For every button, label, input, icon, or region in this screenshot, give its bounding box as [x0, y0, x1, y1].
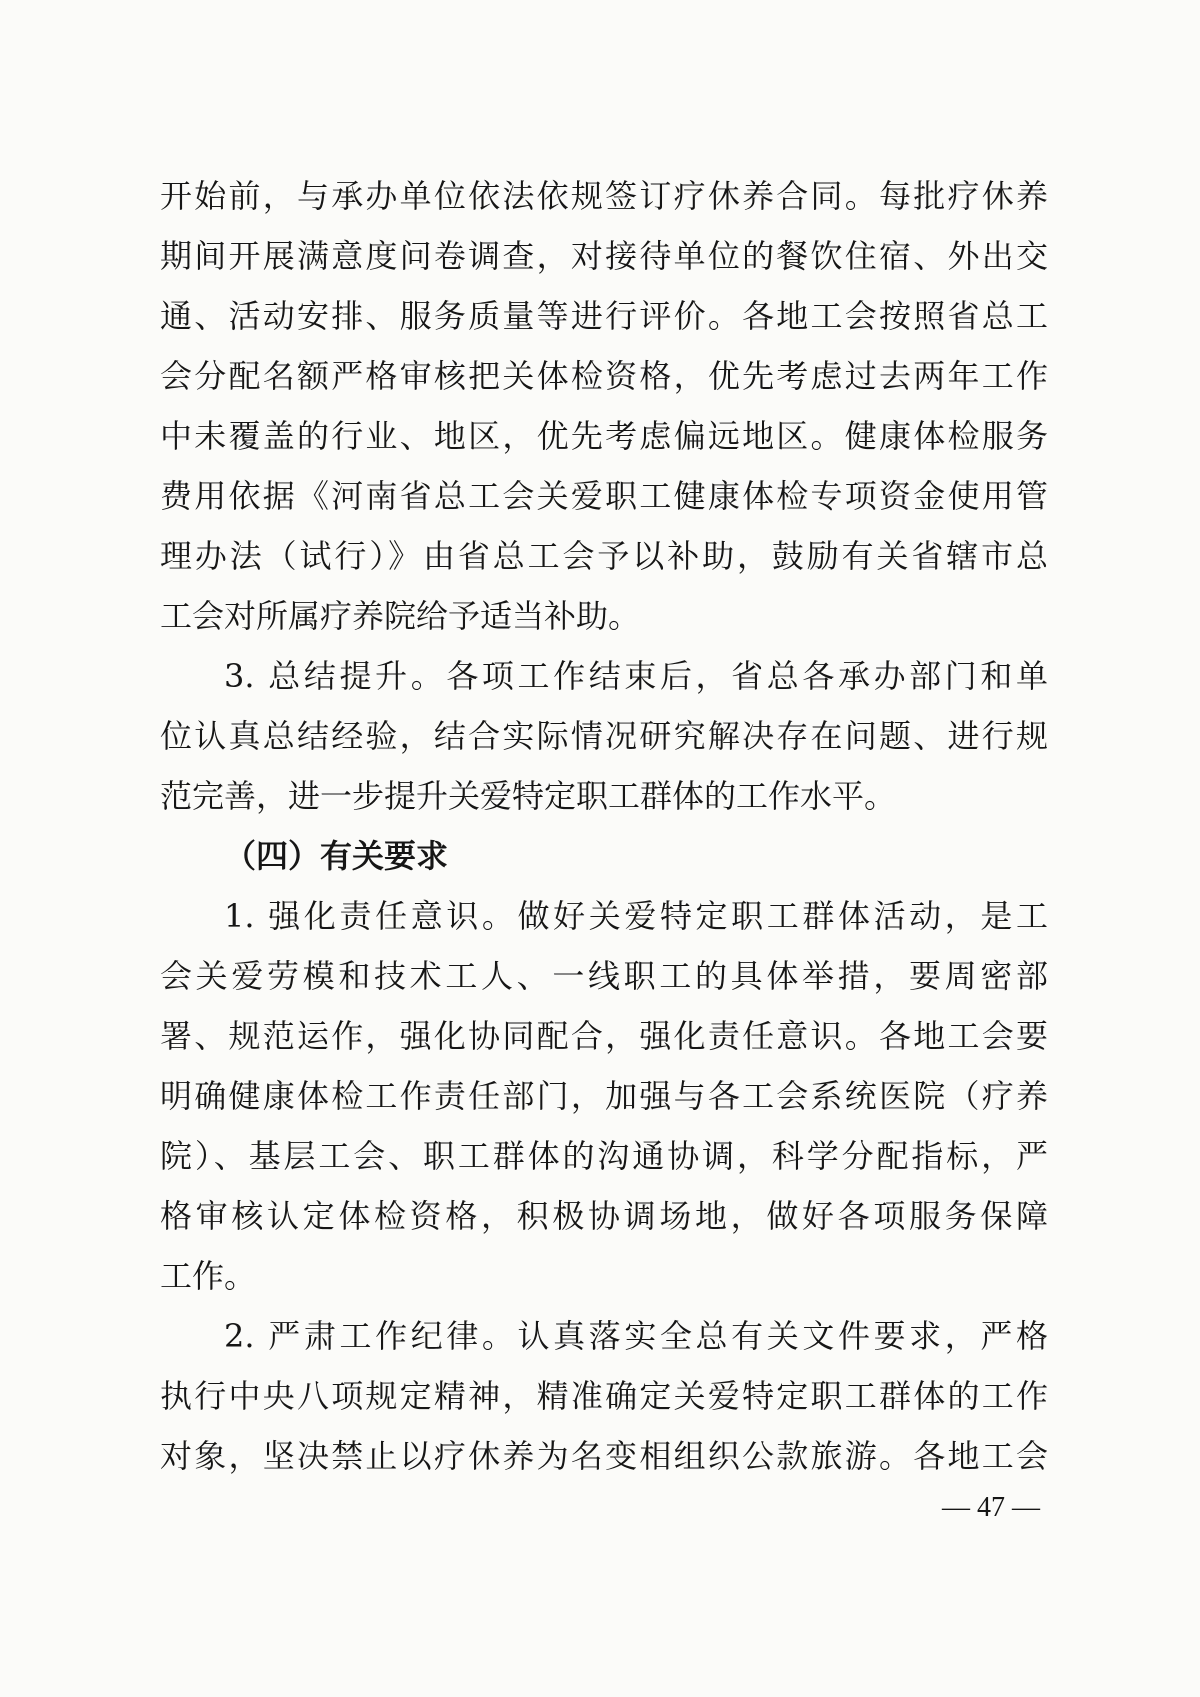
text-line: 署、规范运作，强化协同配合，强化责任意识。各地工会要 [160, 1017, 1048, 1055]
text-line: 位认真总结经验，结合实际情况研究解决存在问题、进行规 [160, 717, 1048, 755]
text-line: 费用依据《河南省总工会关爱职工健康体检专项资金使用管 [160, 477, 1048, 515]
text-line: 院）、基层工会、职工群体的沟通协调，科学分配指标，严 [160, 1137, 1048, 1175]
text-line: 开始前，与承办单位依法依规签订疗休养合同。每批疗休养 [160, 177, 1048, 215]
text-line: 工作。 [160, 1257, 257, 1295]
paragraph-responsibility-start: 1. 强化责任意识。做好关爱特定职工群体活动，是工 [224, 897, 1048, 935]
text-line: 明确健康体检工作责任部门，加强与各工会系统医院（疗养 [160, 1077, 1048, 1115]
paragraph-summary-start: 3. 总结提升。各项工作结束后，省总各承办部门和单 [224, 657, 1048, 695]
text-line: 中未覆盖的行业、地区，优先考虑偏远地区。健康体检服务 [160, 417, 1048, 455]
text-line: 通、活动安排、服务质量等进行评价。各地工会按照省总工 [160, 297, 1048, 335]
text-line: 会分配名额严格审核把关体检资格，优先考虑过去两年工作 [160, 357, 1048, 395]
text-line: 对象，坚决禁止以疗休养为名变相组织公款旅游。各地工会 [160, 1437, 1048, 1475]
text-line: 理办法（试行）》由省总工会予以补助，鼓励有关省辖市总 [160, 537, 1048, 575]
page-number: — 47 — [942, 1492, 1040, 1523]
text-line: 范完善，进一步提升关爱特定职工群体的工作水平。 [160, 777, 897, 815]
text-line: 会关爱劳模和技术工人、一线职工的具体举措，要周密部 [160, 957, 1048, 995]
section-heading-requirements: （四）有关要求 [224, 837, 449, 875]
paragraph-discipline-start: 2. 严肃工作纪律。认真落实全总有关文件要求，严格 [224, 1317, 1048, 1355]
text-line: 格审核认定体检资格，积极协调场地，做好各项服务保障 [160, 1197, 1048, 1235]
text-line: 工会对所属疗养院给予适当补助。 [160, 597, 641, 635]
text-line: 执行中央八项规定精神，精准确定关爱特定职工群体的工作 [160, 1377, 1048, 1415]
document-body [160, 166, 1048, 1486]
text-line: 期间开展满意度问卷调查，对接待单位的餐饮住宿、外出交 [160, 237, 1048, 275]
